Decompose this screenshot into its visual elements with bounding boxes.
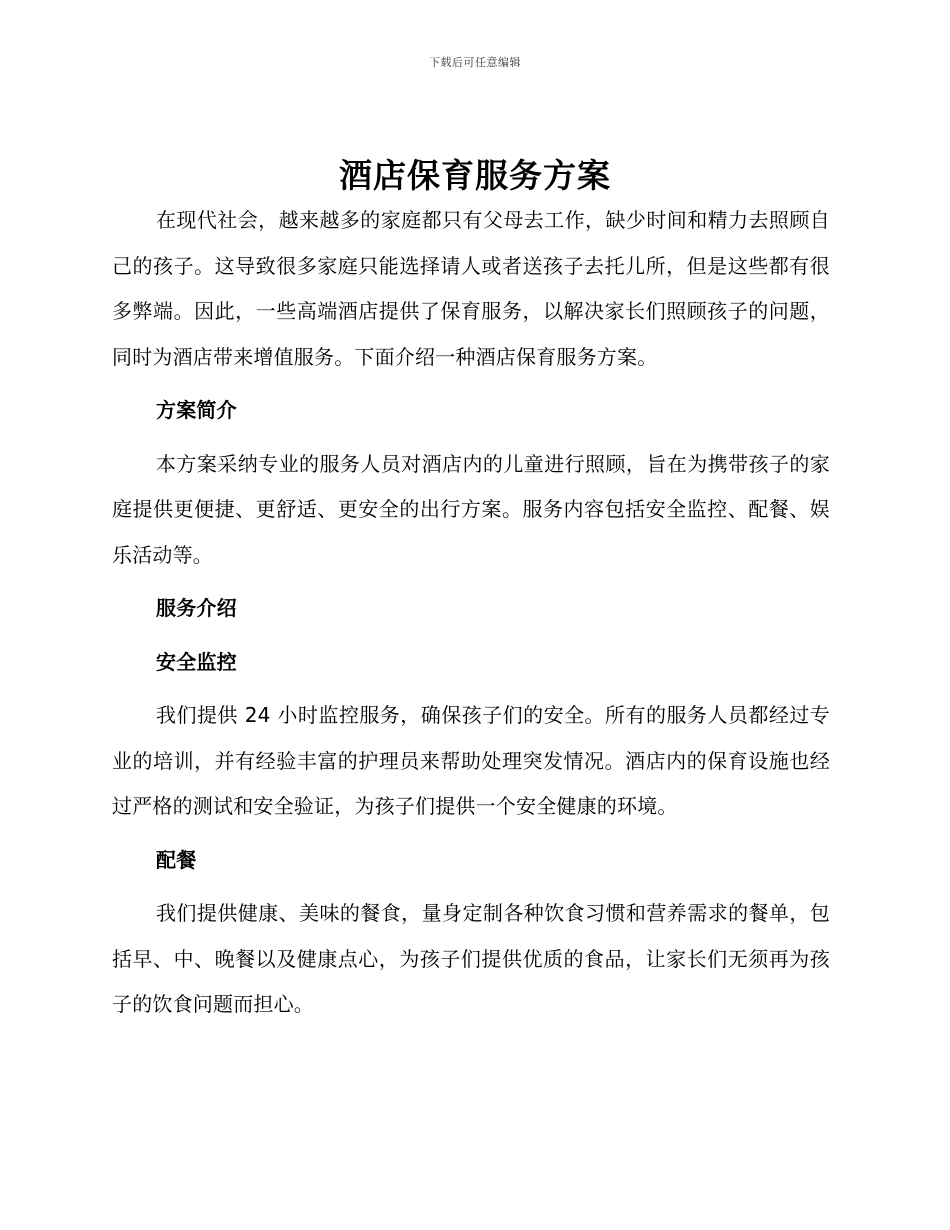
section-heading-meals: 配餐 (156, 847, 197, 872)
header-note: 下载后可任意编辑 (429, 56, 521, 69)
safety-paragraph: 我们提供 24 小时监控服务，确保孩子们的安全。所有的服务人员都经过专业的培训，并有经验丰富的护理员来帮助处理突发情况。酒店内的保育设施也经过严格的测试和安全验证，为孩子们提供一个安全健康的环境。 (112, 703, 830, 818)
section-heading-services: 服务介绍 (156, 596, 237, 620)
meals-paragraph: 我们提供健康、美味的餐食，量身定制各种饮食习惯和营养需求的餐单，包括早、中、晚餐以及健康点心，为孩子们提供优质的食品，让家长们无须再为孩子的饮食问题而担心。 (112, 901, 830, 1016)
overview-paragraph: 本方案采纳专业的服务人员对酒店内的儿童进行照顾，旨在为携带孩子的家庭提供更便捷、更舒适、更安全的出行方案。服务内容包括安全监控、配餐、娱乐活动等。 (112, 451, 830, 567)
document-body (112, 198, 830, 1036)
intro-paragraph: 在现代社会，越来越多的家庭都只有父母去工作，缺少时间和精力去照顾自己的孩子。这导致很多家庭只能选择请人或者送孩子去托儿所，但是这些都有很多弊端。因此，一些高端酒店提供了保育服务，以解决家长们照顾孩子的问题，同时为酒店带来增值服务。下面介绍一种酒店保育服务方案。 (112, 208, 830, 369)
section-heading-overview: 方案简介 (156, 398, 237, 422)
document-title: 酒店保育服务方案 (339, 156, 611, 195)
section-heading-safety: 安全监控 (156, 649, 237, 674)
